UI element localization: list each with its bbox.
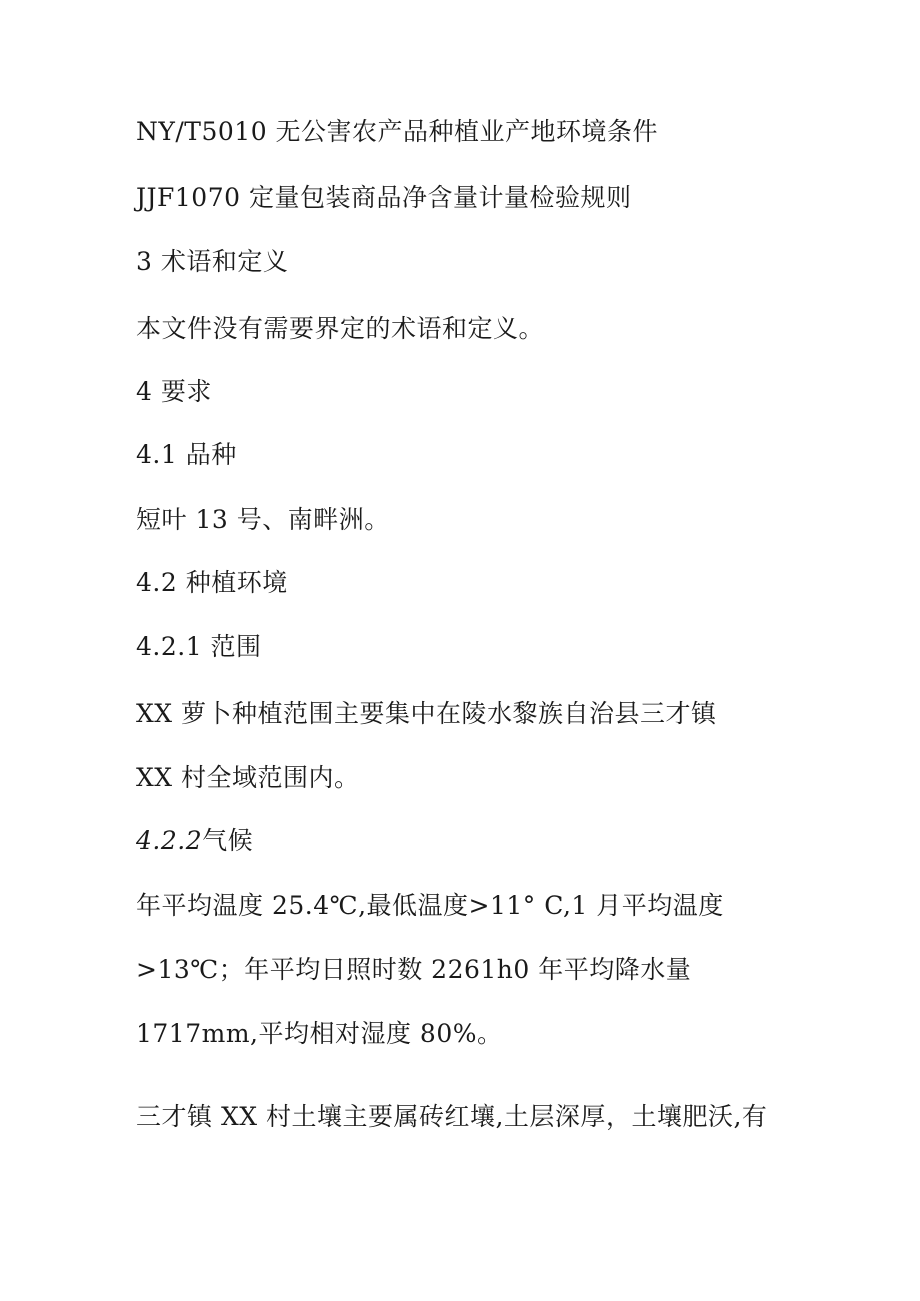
subsection-heading-environment: 4.2 种植环境 bbox=[136, 568, 288, 597]
paragraph-scope-line-1: XX 萝卜种植范围主要集中在陵水黎族自治县三才镇 bbox=[136, 699, 717, 728]
subsection-heading-scope: 4.2.1 范围 bbox=[136, 632, 262, 661]
climate-section-number: 4.2.2 bbox=[136, 826, 203, 855]
paragraph-scope-line-2: XX 村全域范围内。 bbox=[136, 763, 360, 792]
paragraph-soil-line-1: 三才镇 XX 村土壤主要属砖红壤,土层深厚，土壤肥沃,有 bbox=[136, 1102, 768, 1131]
paragraph-climate-line-1: 年平均温度 25.4℃,最低温度>11° C,1 月平均温度 bbox=[136, 891, 724, 920]
standard-ref-nyt5010: NY/T5010 无公害农产品种植业产地环境条件 bbox=[136, 117, 659, 146]
climate-section-title: 气候 bbox=[202, 826, 254, 855]
paragraph-climate-line-3: 1717mm,平均相对湿度 80%。 bbox=[136, 1019, 503, 1048]
paragraph-climate-line-2: >13℃；年平均日照时数 2261h0 年平均降水量 bbox=[136, 955, 692, 984]
subsection-heading-climate bbox=[136, 825, 253, 857]
paragraph-variety: 短叶 13 号、南畔洲。 bbox=[136, 505, 390, 534]
standard-ref-jjf1070: JJF1070 定量包装商品净含量计量检验规则 bbox=[136, 183, 632, 212]
paragraph-terms: 本文件没有需要界定的术语和定义。 bbox=[136, 314, 545, 343]
subsection-heading-variety: 4.1 品种 bbox=[136, 440, 237, 469]
section-heading-requirements: 4 要求 bbox=[136, 377, 212, 406]
section-heading-terms: 3 术语和定义 bbox=[136, 247, 289, 276]
